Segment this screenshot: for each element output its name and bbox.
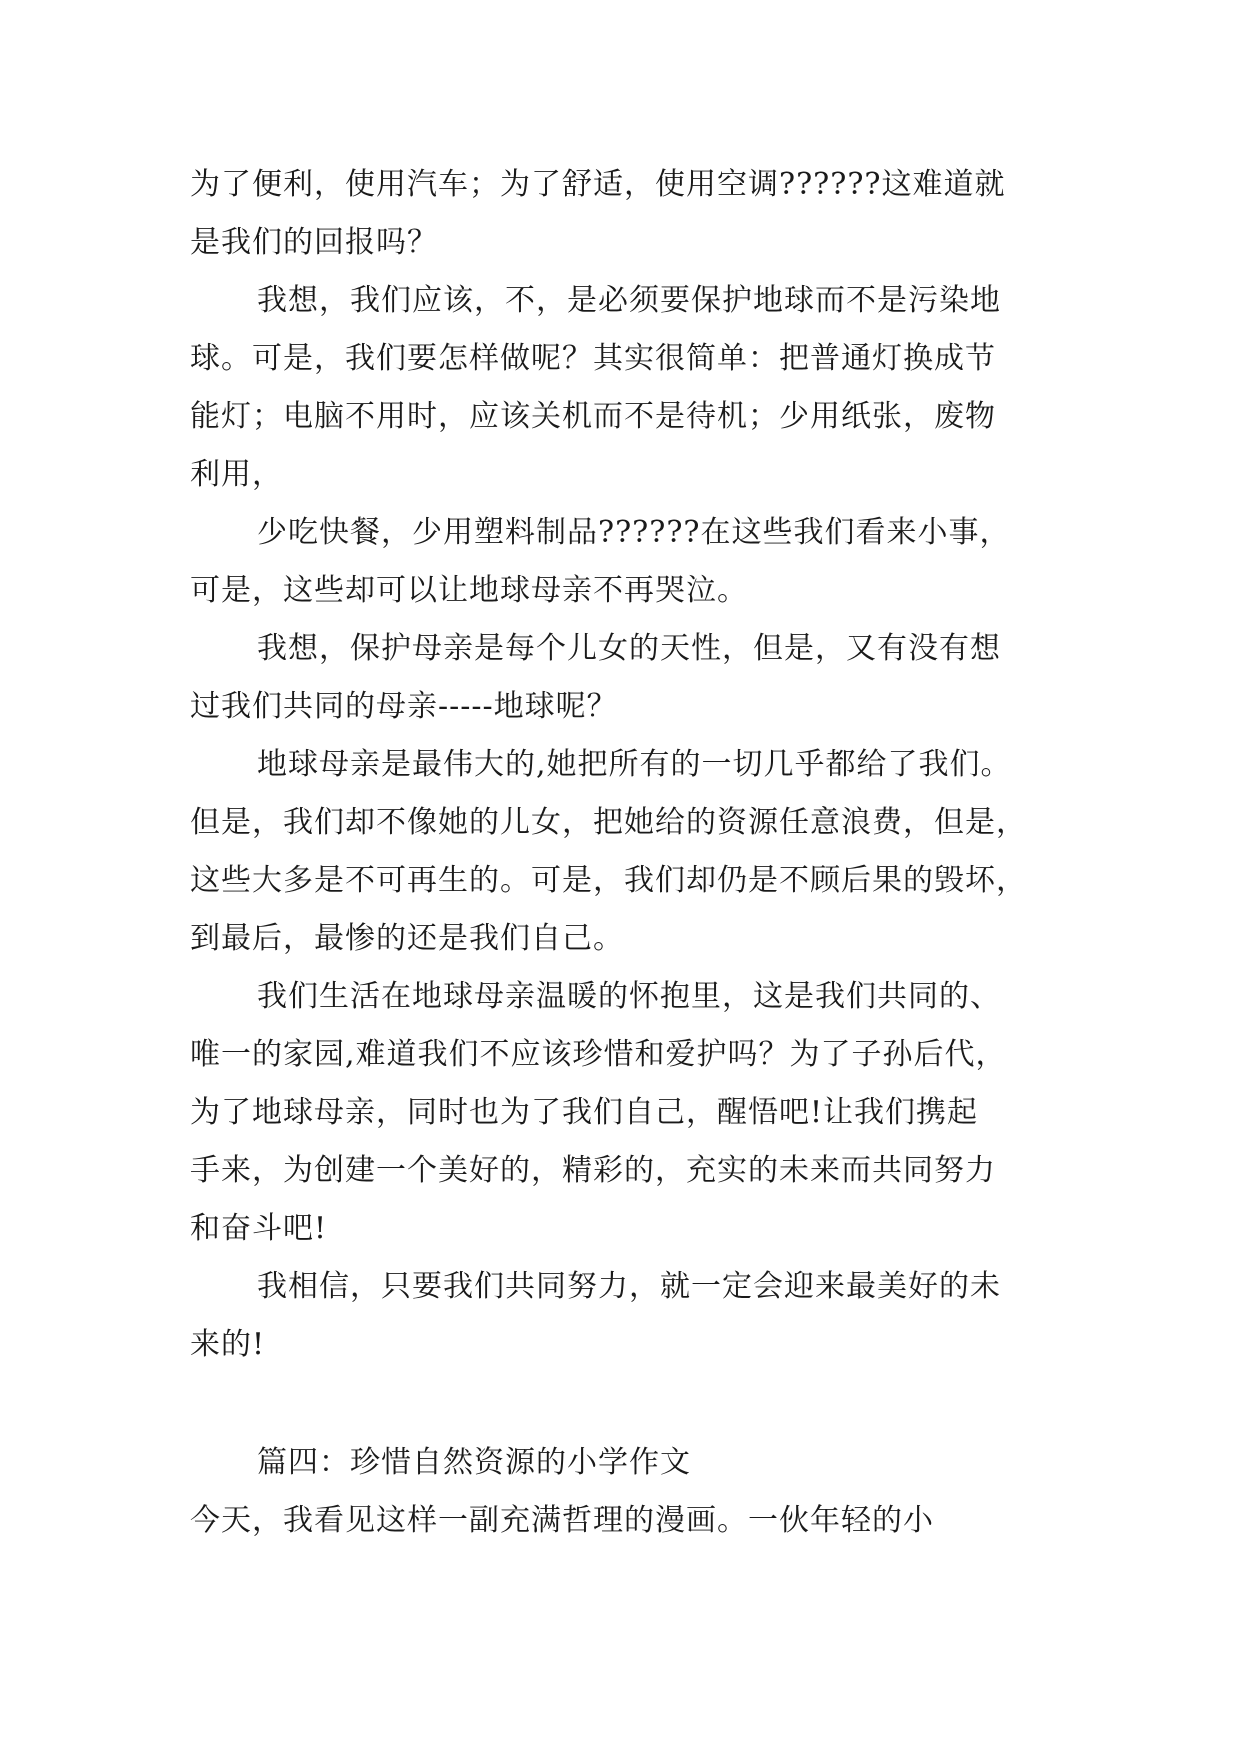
text-line-23: 今天，我看见这样一副充满哲理的漫画。一伙年轻的小: [190, 1503, 934, 1538]
text-line-8: 可是，这些却可以让地球母亲不再哭泣。: [190, 573, 748, 608]
text-line-13: 这些大多是不可再生的。可是，我们却仍是不顾后果的毁坏，: [190, 863, 1027, 898]
section-heading: 篇四：珍惜自然资源的小学作文: [257, 1445, 691, 1480]
text-line-16: 唯一的家园,难道我们不应该珍惜和爱护吗？为了子孙后代，: [190, 1037, 1007, 1072]
text-line-2: 是我们的回报吗？: [190, 225, 438, 260]
text-line-4: 球。可是，我们要怎样做呢？其实很简单：把普通灯换成节: [190, 341, 996, 376]
text-line-5: 能灯；电脑不用时，应该关机而不是待机；少用纸张，废物: [190, 399, 996, 434]
text-line-19: 和奋斗吧!: [190, 1211, 328, 1246]
text-line-20: 我相信，只要我们共同努力，就一定会迎来最美好的未: [257, 1269, 1001, 1304]
text-line-6: 利用，: [190, 457, 283, 492]
text-line-3: 我想，我们应该，不，是必须要保护地球而不是污染地: [257, 283, 1001, 318]
text-line-14: 到最后，最惨的还是我们自己。: [190, 921, 624, 956]
text-line-21: 来的!: [190, 1327, 266, 1362]
text-line-1: 为了便利，使用汽车；为了舒适，使用空调??????这难道就: [190, 167, 1006, 202]
text-line-12: 但是，我们却不像她的儿女，把她给的资源任意浪费，但是，: [190, 805, 1027, 840]
text-line-7: 少吃快餐，少用塑料制品??????在这些我们看来小事，: [257, 515, 1011, 550]
text-line-17: 为了地球母亲，同时也为了我们自己，醒悟吧!让我们携起: [190, 1095, 979, 1130]
text-line-15: 我们生活在地球母亲温暖的怀抱里，这是我们共同的、: [257, 979, 1001, 1014]
text-line-11: 地球母亲是最伟大的,她把所有的一切几乎都给了我们。: [257, 747, 1012, 782]
text-line-18: 手来，为创建一个美好的，精彩的，充实的未来而共同努力: [190, 1153, 996, 1188]
text-line-10: 过我们共同的母亲-----地球呢？: [190, 689, 618, 724]
text-line-9: 我想，保护母亲是每个儿女的天性，但是，又有没有想: [257, 631, 1001, 666]
